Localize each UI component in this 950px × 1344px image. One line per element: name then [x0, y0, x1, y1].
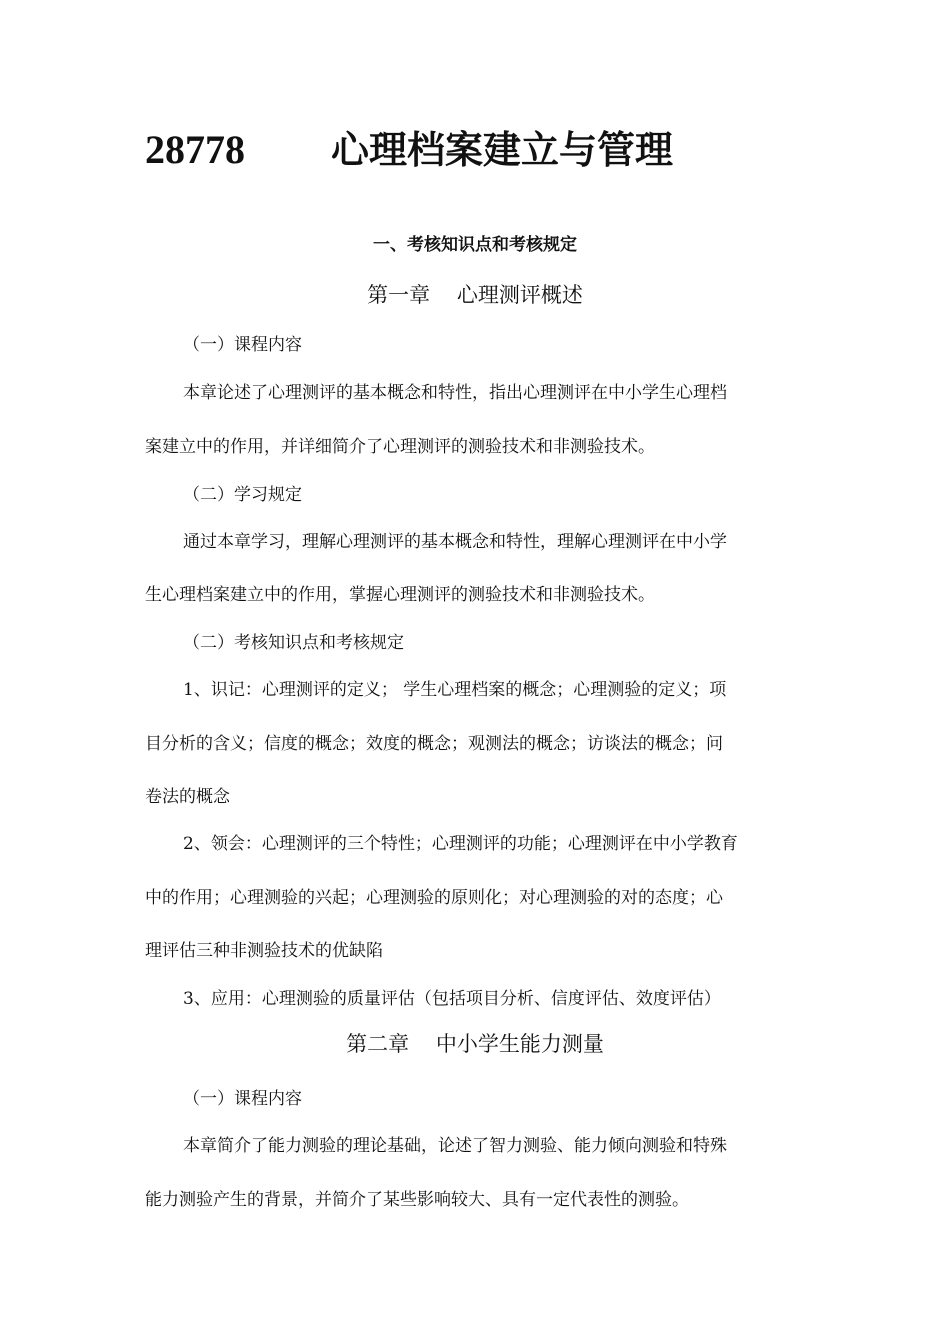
course-title: 心理档案建立与管理	[331, 128, 674, 172]
course-code: 28778	[145, 127, 245, 172]
ch1-course-content-line: 本章论述了心理测评的基本概念和特性，指出心理测评在中小学生心理档	[183, 383, 727, 403]
ch1-comprehend-line: 2、领会：心理测评的三个特性；心理测评的功能；心理测评在中小学教育	[183, 834, 738, 854]
ch1-comprehend-line: 中的作用；心理测验的兴起；心理测验的原则化；对心理测验的对的态度；心	[145, 888, 723, 908]
section-heading: 一、考核知识点和考核规定	[373, 235, 577, 255]
ch1-recall-line: 1、识记：心理测评的定义； 学生心理档案的概念；心理测验的定义；项	[183, 680, 727, 700]
chapter-1-heading: 第一章 心理测评概述	[367, 283, 583, 307]
ch2-course-content-line: 能力测验产生的背景，并简介了某些影响较大、具有一定代表性的测验。	[145, 1190, 689, 1210]
ch1-study-line: 生心理档案建立中的作用，掌握心理测评的测验技术和非测验技术。	[145, 585, 655, 605]
ch2-course-content-label: （一）课程内容	[183, 1089, 302, 1109]
ch1-exam-label: （二）考核知识点和考核规定	[183, 633, 404, 653]
ch1-recall-line: 卷法的概念	[145, 787, 230, 807]
document-title	[145, 122, 673, 178]
ch1-recall-line: 目分析的含义；信度的概念；效度的概念；观测法的概念；访谈法的概念；问	[145, 734, 723, 754]
chapter-2-heading: 第二章 中小学生能力测量	[346, 1032, 604, 1056]
ch1-course-content-line: 案建立中的作用，并详细简介了心理测评的测验技术和非测验技术。	[145, 437, 655, 457]
ch2-course-content-line: 本章简介了能力测验的理论基础，论述了智力测验、能力倾向测验和特殊	[183, 1136, 727, 1156]
ch1-course-content-label: （一）课程内容	[183, 335, 302, 355]
ch1-comprehend-line: 理评估三种非测验技术的优缺陷	[145, 941, 383, 961]
ch1-study-line: 通过本章学习，理解心理测评的基本概念和特性，理解心理测评在中小学	[183, 532, 727, 552]
ch1-apply-line: 3、应用：心理测验的质量评估（包括项目分析、信度评估、效度评估）	[183, 989, 721, 1009]
ch1-study-label: （二）学习规定	[183, 485, 302, 505]
